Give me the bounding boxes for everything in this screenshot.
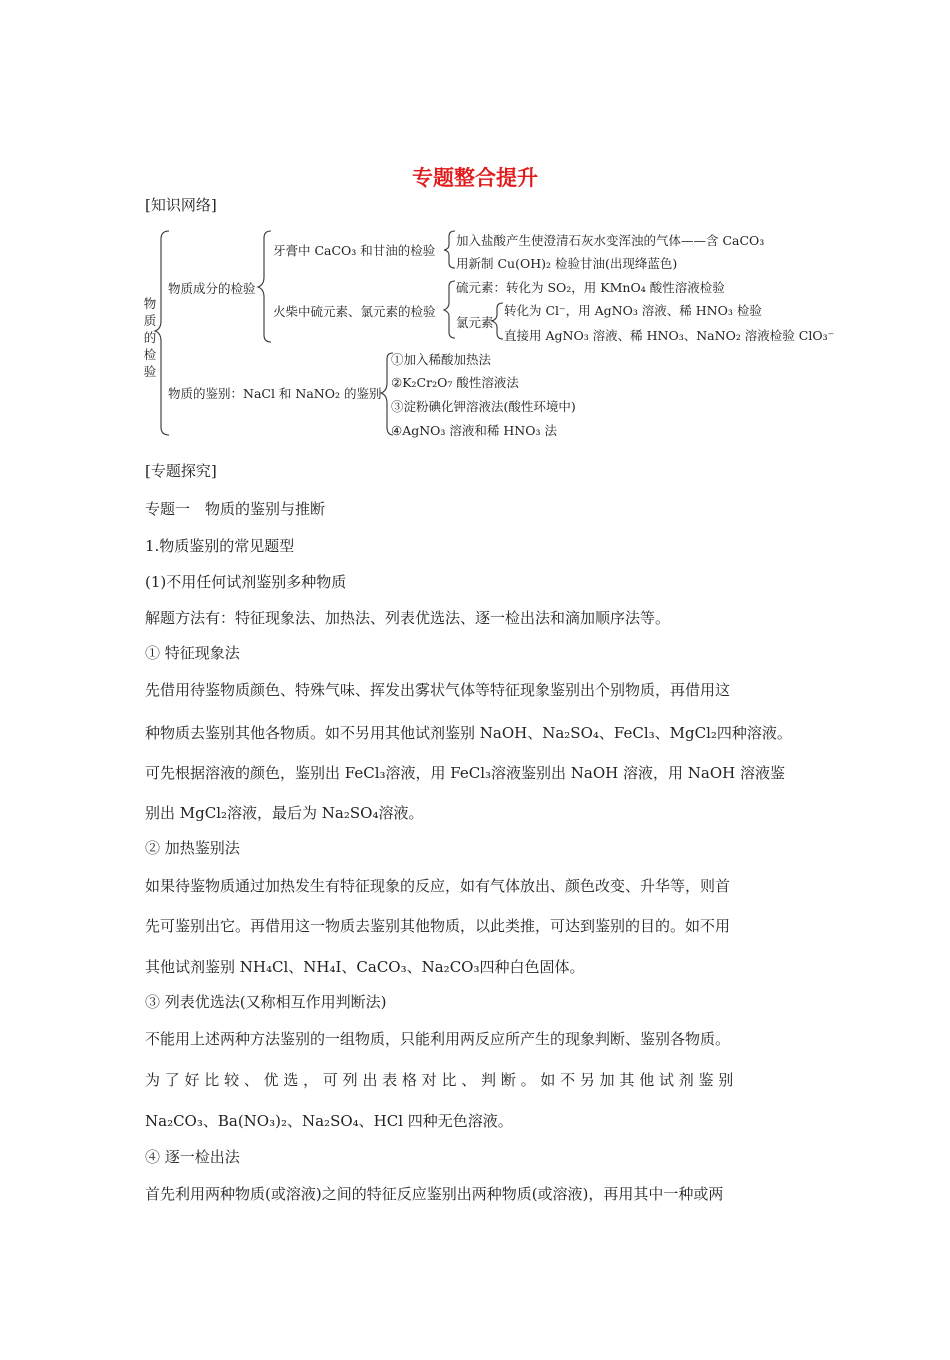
knowledge-network-heading: [知识网络] bbox=[145, 196, 217, 214]
branch2-item-1: ①加入稀酸加热法 bbox=[391, 352, 492, 367]
method3-line: Na₂CO₃、Ba(NO₃)₂、Na₂SO₄、HCl 四种无色溶液。 bbox=[145, 1112, 513, 1130]
method1-line: 别出 MgCl₂溶液，最后为 Na₂SO₄溶液。 bbox=[145, 804, 424, 822]
method3-line: 不能用上述两种方法鉴别的一组物质，只能利用两反应所产生的现象判断、鉴别各物质。 bbox=[145, 1030, 731, 1048]
method3-title: ③ 列表优选法(又称相互作用判断法) bbox=[145, 993, 387, 1011]
branch2-label: 物质的鉴别：NaCl 和 NaNO₂ 的鉴别 bbox=[168, 386, 382, 401]
root-label: 物 质 的 检 验 bbox=[143, 296, 157, 379]
knowledge-network-diagram bbox=[143, 225, 863, 440]
page-title: 专题整合提升 bbox=[412, 166, 538, 190]
sub1-item-2: 用新制 Cu(OH)₂ 检验甘油(出现绛蓝色) bbox=[456, 256, 678, 271]
branch2-item-3: ③淀粉碘化钾溶液法(酸性环境中) bbox=[391, 399, 576, 414]
method4-line: 首先利用两种物质(或溶液)之间的特征反应鉴别出两种物质(或溶液)，再用其中一种或两 bbox=[145, 1185, 724, 1203]
method1-line: 种物质去鉴别其他各物质。如不另用其他试剂鉴别 NaOH、Na₂SO₄、FeCl₃、MgCl₂四种溶液。 bbox=[145, 724, 792, 742]
sub2-label: 火柴中硫元素、氯元素的检验 bbox=[273, 304, 436, 319]
sulfur-item: 硫元素：转化为 SO₂，用 KMnO₄ 酸性溶液检验 bbox=[456, 280, 725, 295]
subsection-heading: 1.物质鉴别的常见题型 bbox=[145, 537, 295, 555]
method2-line: 其他试剂鉴别 NH₄Cl、NH₄I、CaCO₃、Na₂CO₃四种白色固体。 bbox=[145, 958, 585, 976]
chlorine-label: 氯元素 bbox=[456, 315, 494, 330]
method2-line: 先可鉴别出它。再借用这一物质去鉴别其他物质，以此类推，可达到鉴别的目的。如不用 bbox=[145, 917, 731, 935]
exploration-section bbox=[145, 460, 815, 1360]
subsection-subheading: (1)不用任何试剂鉴别多种物质 bbox=[145, 573, 347, 591]
method2-title: ② 加热鉴别法 bbox=[145, 839, 240, 857]
topic-heading: 专题一 物质的鉴别与推断 bbox=[145, 500, 326, 518]
sub1-item-1: 加入盐酸产生使澄清石灰水变浑浊的气体——含 CaCO₃ bbox=[456, 233, 765, 248]
chlorine-item-1: 转化为 Cl⁻，用 AgNO₃ 溶液、稀 HNO₃ 检验 bbox=[504, 303, 762, 318]
branch1-label: 物质成分的检验 bbox=[168, 281, 256, 296]
branch2-item-2: ②K₂Cr₂O₇ 酸性溶液法 bbox=[391, 375, 519, 390]
method3-line: 为 了 好 比 较 、 优 选 ， 可 列 出 表 格 对 比 、 判 断 。 如 不 另 加 其 他 试 剂 鉴 别 bbox=[145, 1071, 734, 1089]
methods-paragraph: 解题方法有：特征现象法、加热法、列表优选法、逐一检出法和滴加顺序法等。 bbox=[145, 609, 671, 627]
method1-title: ① 特征现象法 bbox=[145, 644, 240, 662]
method2-line: 如果待鉴物质通过加热发生有特征现象的反应，如有气体放出、颜色改变、升华等，则首 bbox=[145, 877, 731, 895]
chlorine-item-2: 直接用 AgNO₃ 溶液、稀 HNO₃、NaNO₂ 溶液检验 ClO₃⁻ bbox=[504, 328, 835, 343]
exploration-heading: [专题探究] bbox=[145, 462, 217, 480]
method1-line: 先借用待鉴物质颜色、特殊气味、挥发出雾状气体等特征现象鉴别出个别物质，再借用这 bbox=[145, 681, 731, 699]
branch2-item-4: ④AgNO₃ 溶液和稀 HNO₃ 法 bbox=[391, 423, 557, 438]
sub1-label: 牙膏中 CaCO₃ 和甘油的检验 bbox=[273, 243, 436, 258]
method4-title: ④ 逐一检出法 bbox=[145, 1148, 240, 1166]
method1-line: 可先根据溶液的颜色，鉴别出 FeCl₃溶液，用 FeCl₃溶液鉴别出 NaOH 溶液，用 NaOH 溶液鉴 bbox=[145, 764, 786, 782]
